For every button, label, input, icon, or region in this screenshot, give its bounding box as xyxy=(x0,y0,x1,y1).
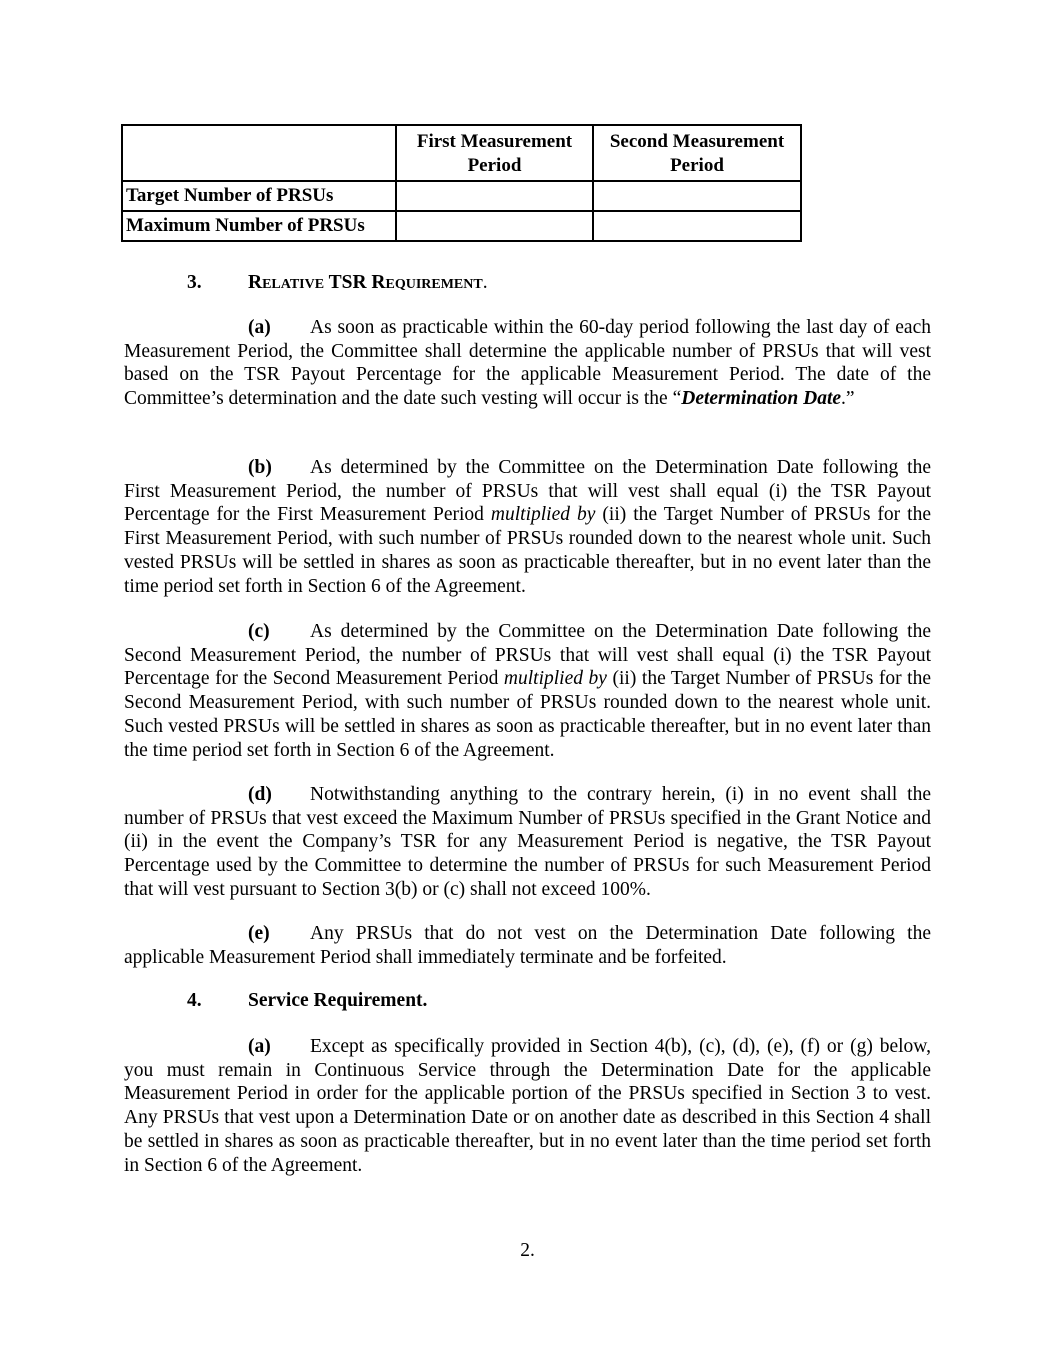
paragraph-label: (c) xyxy=(248,621,270,642)
table-row-label: Target Number of PRSUs xyxy=(122,181,396,211)
paragraph-label: (d) xyxy=(248,784,272,805)
page-number: 2. xyxy=(520,1240,535,1261)
section-number: 4. xyxy=(187,990,202,1011)
table-header-empty xyxy=(122,125,396,181)
defined-term: Determination Date xyxy=(681,388,842,410)
paragraph-4a: (a) Except as specifically provided in Section 4(b), (c), (d), (e), (f) or (g) below, you must remain in Continuous Service through the Determination Date for the applicable Measurement Period in order for the applicable portion of the PRSUs specified in Section 3 to vest. Any PRSUs that vest upon a Determination Date or on another date as described in this Section 4 shall be settled in shares as soon as practicable thereafter, but in no event later than the time period set forth in Section 6 of the Agreement. xyxy=(124,1036,931,1176)
paragraph-label: (a) xyxy=(248,317,271,338)
table-header-row xyxy=(122,125,801,181)
table-cell xyxy=(593,211,801,241)
paragraph-3e: (e) Any PRSUs that do not vest on the Determination Date following the applicable Measurement Period shall immediately terminate and be forfeited. xyxy=(124,923,931,968)
table-header-first-period: First Measurement Period xyxy=(396,125,593,181)
paragraph-3d: (d) Notwithstanding anything to the contrary herein, (i) in no event shall the number of PRSUs that vest exceed the Maximum Number of PRSUs specified in the Grant Notice and (ii) in the event the Company’s TSR for any Measurement Period is negative, the TSR Payout Percentage used by the Committee to determine the number of PRSUs for such Measurement Period that will vest pursuant to Section 3(b) or (c) shall not exceed 100%. xyxy=(124,784,931,900)
section-title: Relative TSR Requirement. xyxy=(248,272,488,293)
prsu-table xyxy=(121,124,802,242)
paragraph-label: (a) xyxy=(248,1036,271,1057)
paragraph-label: (b) xyxy=(248,457,272,478)
table-row xyxy=(122,181,801,211)
section-title: Service Requirement. xyxy=(248,990,428,1011)
table-header-second-period: Second Measurement Period xyxy=(593,125,801,181)
table-row xyxy=(122,211,801,241)
table-row-label: Maximum Number of PRSUs xyxy=(122,211,396,241)
paragraph-3b: (b) As determined by the Committee on the Determination Date following the First Measurement Period, the number of PRSUs that will vest shall equal (i) the TSR Payout Percentage for the First Measurement Period multiplied by (ii) the Target Number of PRSUs for the First Measurement Period, with such number of PRSUs rounded down to the nearest whole unit. Such vested PRSUs will be settled in shares as soon as practicable thereafter, but in no event later than the time period set forth in Section 6 of the Agreement. xyxy=(124,457,931,597)
table-cell xyxy=(396,211,593,241)
paragraph-3a: (a) As soon as practicable within the 60-day period following the last day of each Measurement Period, the Committee shall determine the applicable number of PRSUs that will vest based on the TSR Payout Percentage for the applicable Measurement Period. The date of the Committee’s determination and the date such vesting will occur is the “Determination Date.” xyxy=(124,317,931,410)
table-cell xyxy=(396,181,593,211)
paragraph-3c: (c) As determined by the Committee on the Determination Date following the Second Measurement Period, the number of PRSUs that will vest shall equal (i) the TSR Payout Percentage for the Second Measurement Period multiplied by (ii) the Target Number of PRSUs for the Second Measurement Period, with such number of PRSUs rounded down to the nearest whole unit. Such vested PRSUs will be settled in shares as soon as practicable thereafter, but in no event later than the time period set forth in Section 6 of the Agreement. xyxy=(124,621,931,761)
paragraph-label: (e) xyxy=(248,923,270,944)
section-number: 3. xyxy=(187,272,202,293)
table-cell xyxy=(593,181,801,211)
